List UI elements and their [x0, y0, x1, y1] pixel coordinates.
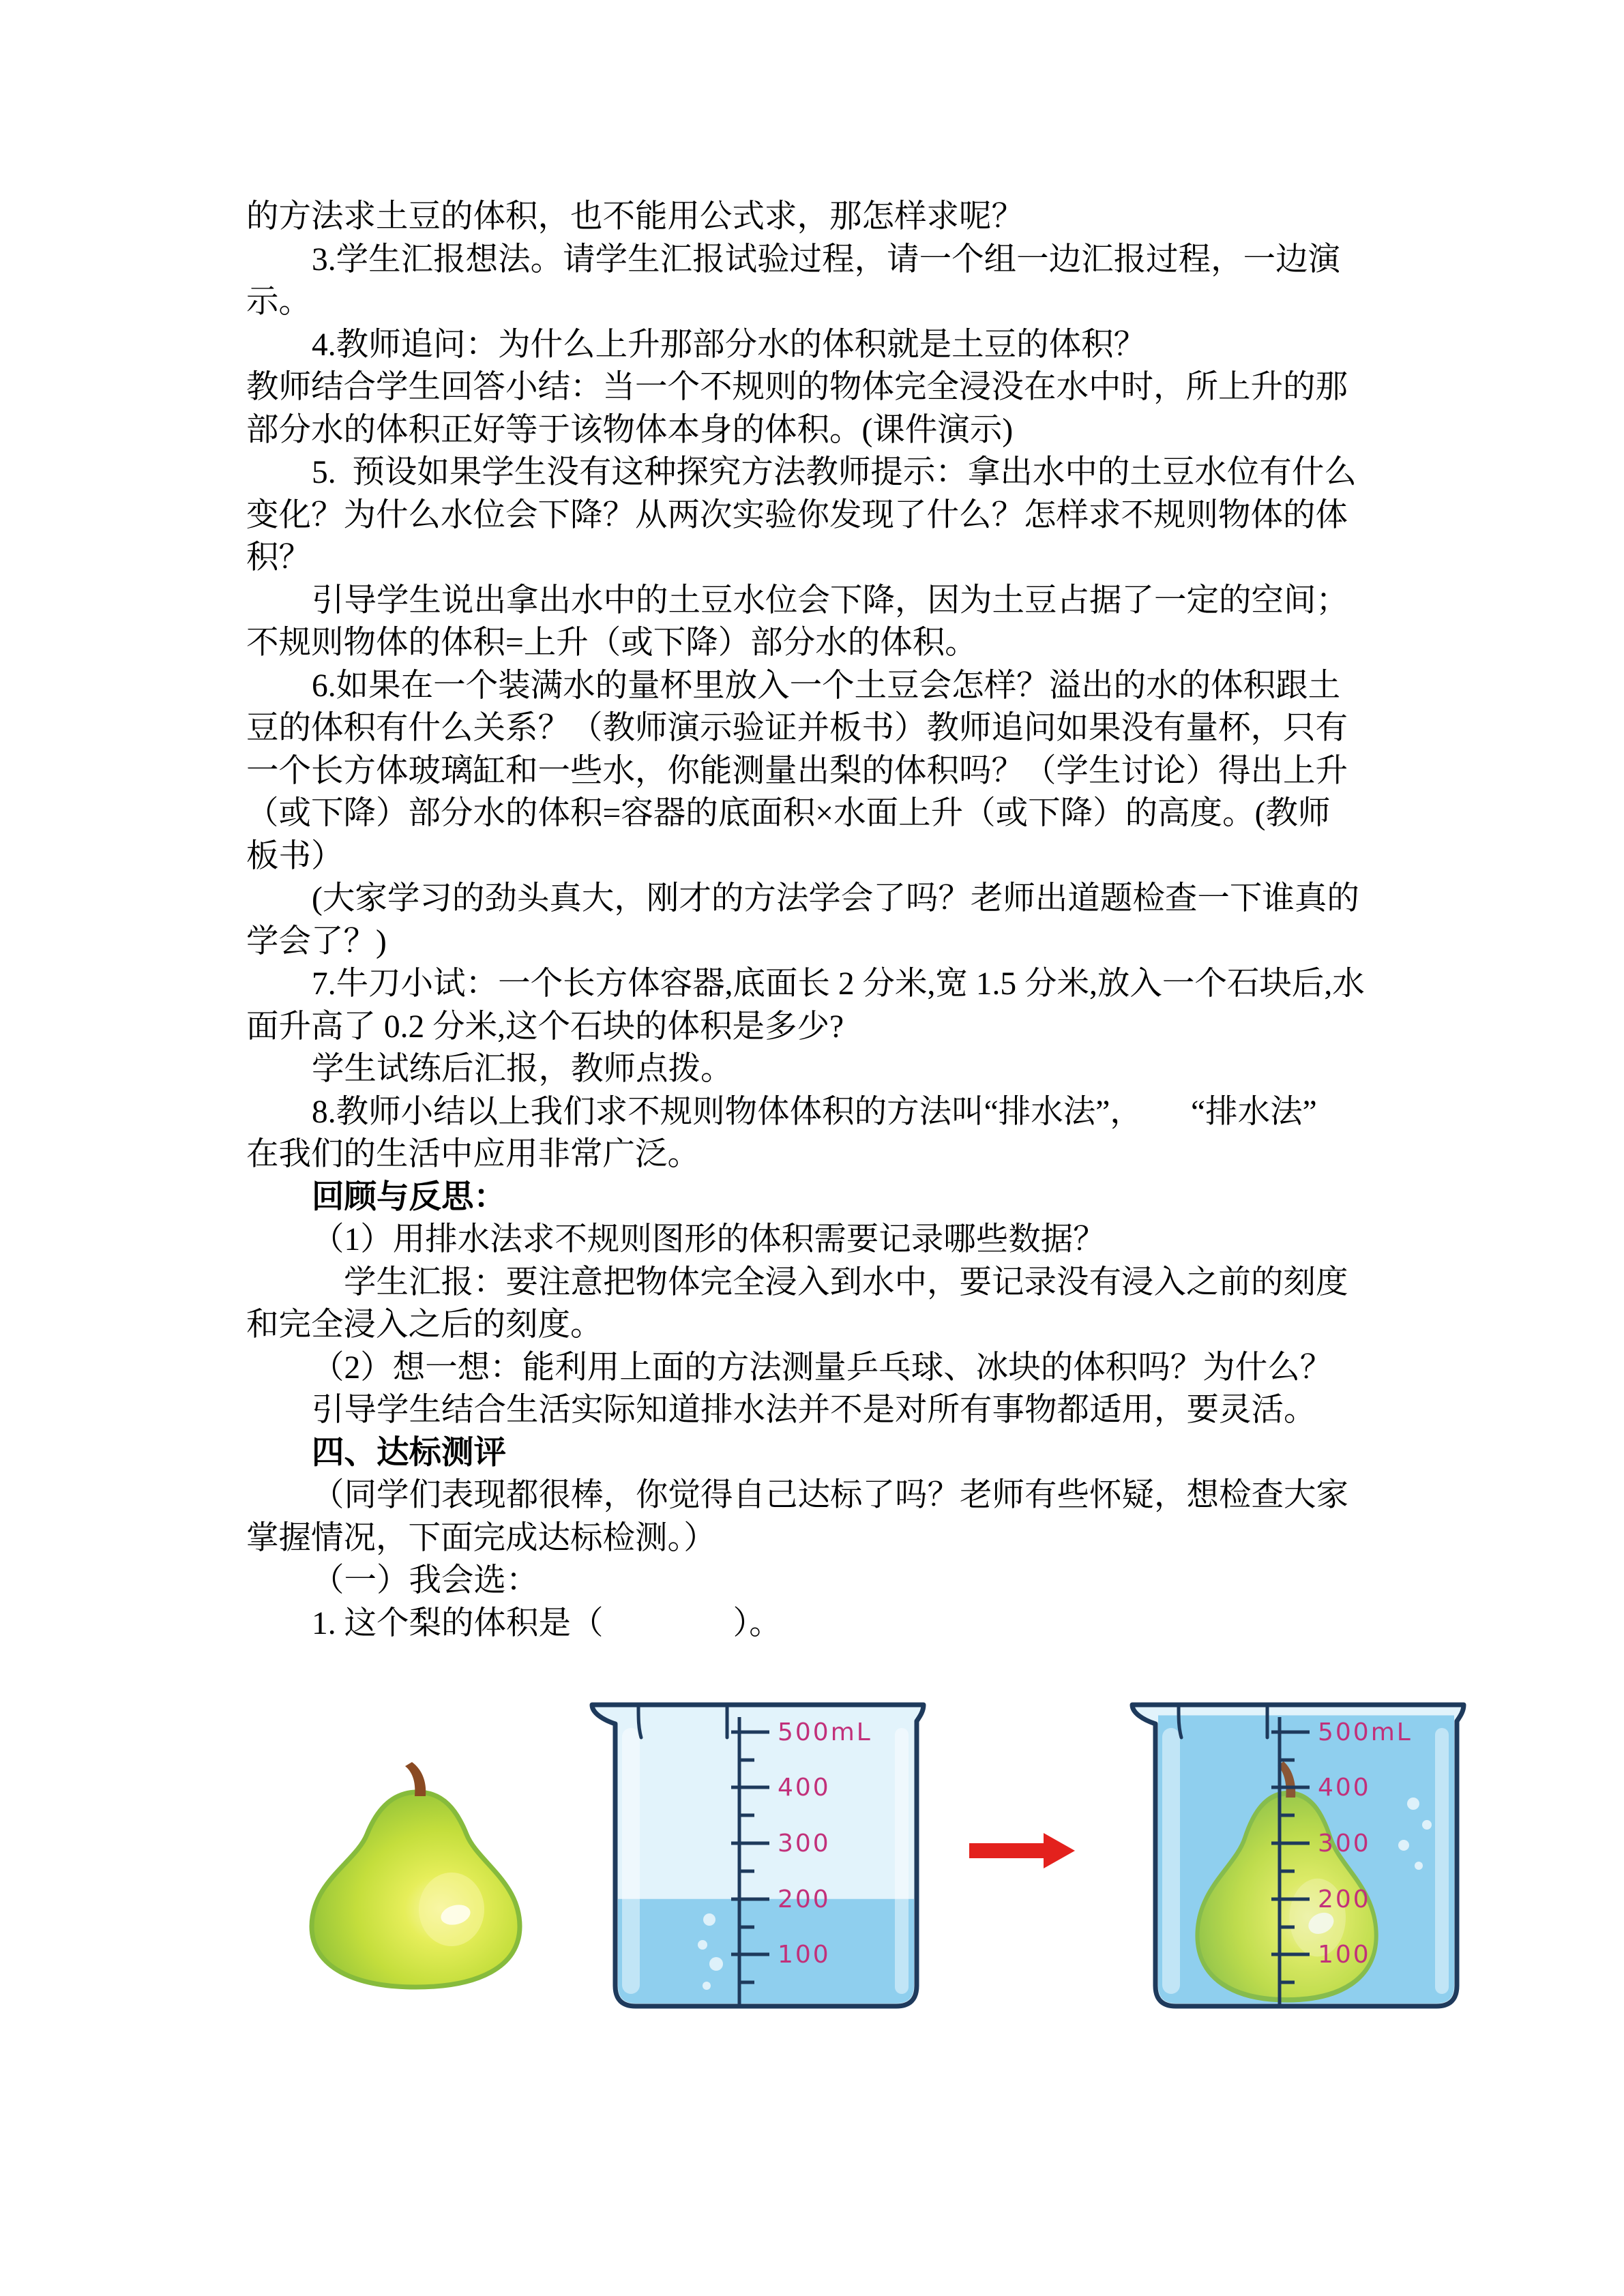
text-line: 板书）: [246, 838, 344, 874]
beaker-after: [1132, 1705, 1464, 2006]
text-line: 豆的体积有什么关系？（教师演示验证并板书）教师追问如果没有量杯，只有: [246, 711, 1348, 746]
text-line-step-6: 6.如果在一个装满水的量杯里放入一个土豆会怎样？溢出的水的体积跟土: [312, 668, 1341, 704]
text-line-step-5: 5. 预设如果学生没有这种探究方法教师提示：拿出水中的土豆水位有什么: [312, 455, 1357, 490]
text-line-question-2: （2）想一想：能利用上面的方法测量乒乓球、冰块的体积吗？为什么？: [312, 1350, 1333, 1386]
scale-label-300: 300: [778, 1830, 831, 1858]
bubble: [1415, 1862, 1423, 1870]
glass-highlight: [1435, 1728, 1449, 1994]
arrow-right: [969, 1833, 1075, 1868]
text-line: 示。: [246, 284, 311, 320]
beaker-before: [592, 1705, 924, 2006]
glass-highlight: [1162, 1728, 1180, 1994]
pear: [312, 1762, 520, 1987]
text-line: 在我们的生活中应用非常广泛。: [246, 1137, 700, 1172]
quiz-question-1: 1. 这个梨的体积是（ ）。: [312, 1605, 782, 1641]
text-line: 引导学生说出拿出水中的土豆水位会下降，因为土豆占据了一定的空间；: [312, 582, 1348, 618]
text-line: 不规则物体的体积=上升（或下降）部分水的体积。: [246, 625, 977, 661]
text-line: (大家学习的劲头真大，刚才的方法学会了吗？老师出道题检查一下谁真的: [312, 881, 1359, 916]
text-line: 积？: [246, 540, 311, 576]
bubble: [1422, 1820, 1432, 1830]
text-line-step-3: 3.学生汇报想法。请学生汇报试验过程，请一个组一边汇报过程，一边演: [312, 241, 1341, 278]
text-line-step-4: 4.教师追问：为什么上升那部分水的体积就是土豆的体积？: [312, 327, 1147, 363]
scale-label-500: 500mL: [1318, 1718, 1413, 1746]
bubble: [709, 1957, 723, 1971]
text-line-step-7: 7.牛刀小试：一个长方体容器,底面长 2 分米,宽 1.5 分米,放入一个石块后,水: [312, 966, 1365, 1002]
scale-label-100: 100: [778, 1941, 831, 1969]
text-line: 面升高了 0.2 分米,这个石块的体积是多少?: [246, 1009, 844, 1045]
text-line: 的方法求土豆的体积，也不能用公式求，那怎样求呢？: [246, 199, 1024, 235]
water-before: [618, 1899, 914, 2003]
scale-label-500: 500mL: [778, 1718, 872, 1746]
text-line: 教师结合学生回答小结：当一个不规则的物体完全浸没在水中时，所上升的那: [246, 370, 1348, 405]
text-line: 一个长方体玻璃缸和一些水，你能测量出梨的体积吗？（学生讨论）得出上升: [246, 753, 1348, 789]
bubble: [703, 1982, 711, 1990]
scale-label-100: 100: [1318, 1941, 1371, 1969]
scale-label-200: 200: [1318, 1885, 1371, 1913]
bubble: [1407, 1798, 1419, 1810]
text-line: 掌握情况，下面完成达标检测。）: [246, 1520, 716, 1556]
text-line: （同学们表现都很棒，你觉得自己达标了吗？老师有些怀疑，想检查大家: [312, 1478, 1348, 1513]
text-line: 学生试练后汇报，教师点拨。: [312, 1052, 733, 1087]
lesson-text: [246, 196, 1406, 1645]
text-line-question-1: （1）用排水法求不规则图形的体积需要记录哪些数据？: [312, 1222, 1106, 1257]
scale-label-300: 300: [1318, 1830, 1371, 1858]
text-line: 学生汇报：要注意把物体完全浸入到水中，要记录没有浸入之前的刻度: [344, 1264, 1348, 1300]
text-line: 学会了？): [246, 923, 387, 959]
section-heading-assessment: 四、达标测评: [312, 1435, 506, 1471]
text-line: （或下降）部分水的体积=容器的底面积×水面上升（或下降）的高度。(教师: [246, 796, 1331, 831]
text-line: 部分水的体积正好等于该物体本身的体积。(课件演示): [246, 412, 1014, 448]
text-line-step-8: 8.教师小结以上我们求不规则物体体积的方法叫“排水法”， “排水法”: [312, 1094, 1317, 1130]
bubble: [698, 1940, 707, 1950]
pear-volume-figure: [0, 1678, 1624, 2032]
bubble: [703, 1913, 715, 1926]
text-line: 变化？为什么水位会下降？从两次实验你发现了什么？怎样求不规则物体的体: [246, 497, 1348, 533]
glass-highlight: [895, 1728, 909, 1994]
scale-label-400: 400: [778, 1774, 831, 1802]
text-line: 和完全浸入之后的刻度。: [246, 1307, 603, 1343]
scale-label-200: 200: [778, 1885, 831, 1913]
scale-label-400: 400: [1318, 1774, 1371, 1802]
text-line: 引导学生结合生活实际知道排水法并不是对所有事物都适用，要灵活。: [312, 1392, 1316, 1428]
glass-highlight: [622, 1728, 640, 1994]
subsection-heading-choice: （一）我会选：: [312, 1563, 539, 1598]
bubble: [1398, 1840, 1409, 1851]
section-heading-review: 回顾与反思：: [312, 1179, 506, 1215]
